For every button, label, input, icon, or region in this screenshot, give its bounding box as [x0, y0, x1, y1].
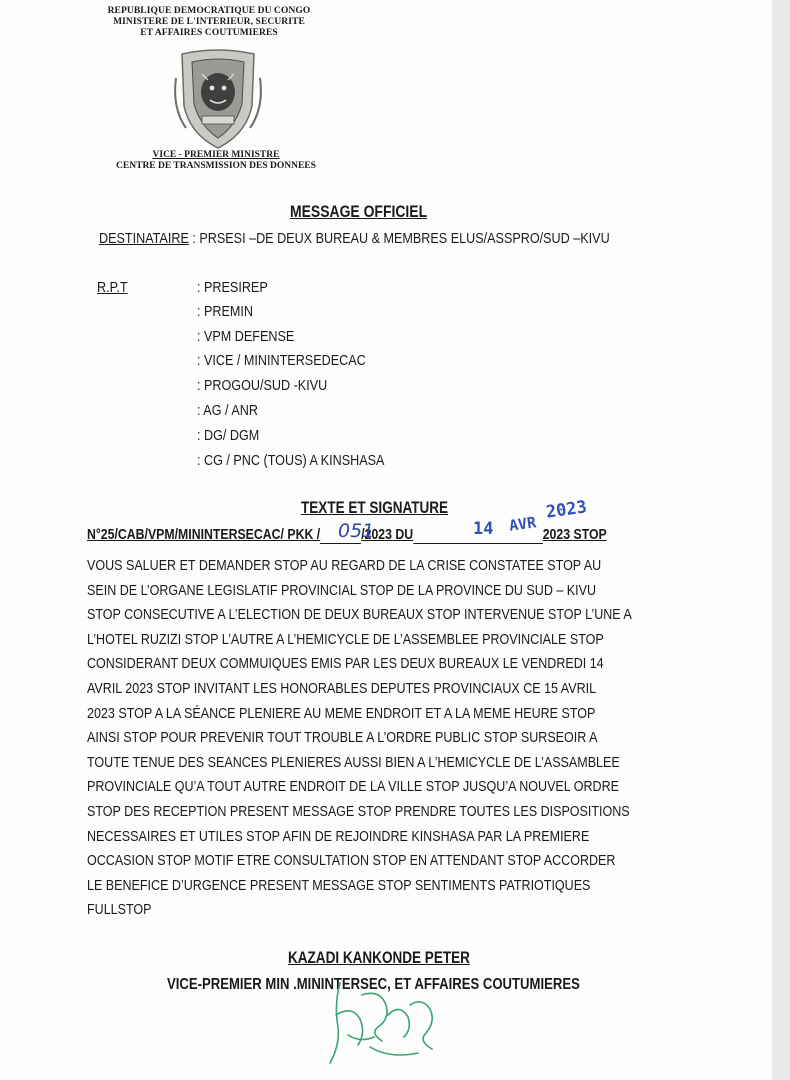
destinataire-label: DESTINATAIRE: [99, 230, 189, 247]
rpt-item: : PREMIN: [197, 303, 254, 320]
body-line: TOUTE TENUE DES SEANCES PLENIERES AUSSI BIEN A L’HEMICYCLE DE L’ASSAMBLEE: [87, 753, 620, 771]
message-body: [87, 554, 655, 923]
ministry-header: [96, 6, 322, 39]
body-line: NECESSAIRES ET UTILES STOP AFIN DE REJOINDRE KINSHASA PAR LA PREMIERE: [87, 827, 590, 845]
date-stamp-day: 14: [473, 519, 494, 539]
rpt-item: : PROGOU/SUD -KIVU: [197, 377, 328, 394]
destinataire-value: : PRSESI –DE DEUX BUREAU & MEMBRES ELUS/ASSPRO/SUD –KIVU: [188, 230, 610, 247]
ministry-subheader: [96, 150, 336, 172]
handwritten-signature: [300, 975, 470, 1070]
rpt-label: R.P.T: [97, 279, 128, 296]
body-line: AVRIL 2023 STOP INVITANT LES HONORABLES DEPUTES PROVINCIAUX CE 15 AVRIL: [87, 679, 597, 697]
reference-middle: /2023 DU: [361, 526, 414, 543]
body-line: STOP CONSECUTIVE A L’ELECTION DE DEUX BUREAUX STOP INTERVENUE STOP L’UNE A: [87, 606, 632, 624]
coat-of-arms-leopard-icon: [172, 48, 264, 152]
header-line: VICE - PREMIER MINISTRE: [152, 150, 280, 160]
body-line: STOP DES RECEPTION PRESENT MESSAGE STOP PRENDRE TOUTES LES DISPOSITIONS: [87, 802, 630, 820]
date-stamp-year: 2023: [544, 497, 589, 523]
rpt-item: : AG / ANR: [197, 402, 258, 419]
rpt-item: : VICE / MININTERSEDECAC: [197, 352, 366, 369]
body-line: PROVINCIALE QU’A TOUT AUTRE ENDROIT DE LA VILLE STOP JUSQU’A NOUVEL ORDRE: [87, 778, 620, 796]
header-line: CENTRE DE TRANSMISSION DES DONNEES: [116, 161, 316, 171]
body-line: SEIN DE L’ORGANE LEGISLATIF PROVINCIAL STOP DE LA PROVINCE DU SUD – KIVU: [87, 581, 597, 599]
body-line: LE BENEFICE D’URGENCE PRESENT MESSAGE STOP SENTIMENTS PATRIOTIQUES: [87, 876, 591, 894]
signer-name: KAZADI KANKONDE PETER: [288, 949, 470, 967]
handwritten-reference-number: 051: [338, 520, 375, 542]
page-title: MESSAGE OFFICIEL: [290, 202, 428, 221]
header-line: REPUBLIQUE DEMOCRATIQUE DU CONGO: [107, 6, 311, 16]
body-line: L’HOTEL RUZIZI STOP L’AUTRE A L’HEMICYCLE DE L’ASSEMBLEE PROVINCIALE STOP: [87, 630, 604, 648]
section-title: TEXTE ET SIGNATURE: [301, 499, 449, 517]
body-line: 2023 STOP A LA SÉANCE PLENIERE AU MEME ENDROIT ET A LA MEME HEURE STOP: [87, 704, 596, 722]
reference-suffix: 2023 STOP: [542, 526, 607, 543]
body-line: VOUS SALUER ET DEMANDER STOP AU REGARD DE LA CRISE CONSTATEE STOP AU: [87, 557, 602, 574]
reference-prefix: N°25/CAB/VPM/MININTERSECAC/ PKK /: [87, 526, 321, 543]
signer-title: VICE-PREMIER MIN .MININTERSEC, ET AFFAIRES COUTUMIERES: [167, 976, 580, 993]
rpt-item: : DG/ DGM: [197, 427, 260, 444]
header-line: MINISTERE DE L'INTERIEUR, SECURITE: [113, 17, 305, 27]
body-line: CONSIDERANT DEUX COMMUIQUES EMIS PAR LES DEUX BUREAUX LE VENDREDI 14: [87, 655, 604, 673]
body-line: AINSI STOP POUR PREVENIR TOUT TROUBLE A L’ORDRE PUBLIC STOP SURSEOIR A: [87, 729, 598, 747]
date-stamp-month: AVR: [507, 513, 538, 535]
body-line: OCCASION STOP MOTIF ETRE CONSULTATION STOP EN ATTENDANT STOP ACCORDER: [87, 852, 616, 870]
page-edge-shadow: [772, 0, 790, 1080]
header-line: ET AFFAIRES COUTUMIERES: [140, 28, 278, 38]
rpt-item: : CG / PNC (TOUS) A KINSHASA: [197, 452, 385, 469]
body-line: FULLSTOP: [87, 901, 152, 919]
rpt-item: : VPM DEFENSE: [197, 328, 295, 345]
rpt-item: : PRESIREP: [197, 279, 268, 296]
destinataire-line: [99, 230, 610, 247]
